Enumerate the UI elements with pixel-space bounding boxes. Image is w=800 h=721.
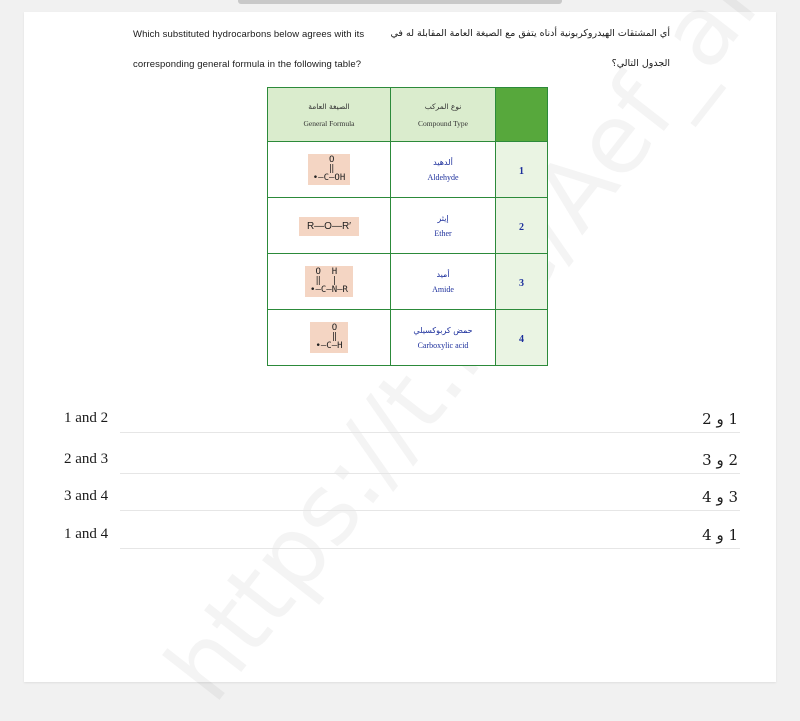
option-en: 1 and 2	[64, 410, 109, 426]
question-en-line1: Which substituted hydrocarbons below agrees with its	[133, 29, 365, 40]
header-number	[496, 88, 548, 142]
table-row	[268, 198, 548, 254]
header-type-en: Compound Type	[418, 118, 468, 128]
question-ar-line1: أي المشتقات الهيدروكربونية أدناه يتفق مع الصيغة العامة المقابلة له في	[390, 28, 670, 39]
type-cell	[391, 254, 496, 310]
option-divider	[120, 432, 740, 433]
type-cell	[391, 142, 496, 198]
question-en-line2: corresponding general formula in the following table?	[133, 59, 362, 70]
header-formula-ar: الصيغة العامة	[308, 101, 350, 111]
option-ar: 1 و 2	[702, 410, 738, 428]
option-en: 2 and 3	[64, 451, 109, 467]
number-cell	[496, 310, 548, 366]
type-ar: حمض كربوكسيلي	[413, 325, 473, 335]
formula-aldehyde: O ‖ •—C—OH	[308, 154, 351, 185]
type-ar: إيثر	[437, 213, 449, 223]
header-formula	[268, 88, 391, 142]
formula-cell	[268, 254, 391, 310]
answer-option-3[interactable]	[24, 486, 776, 524]
type-ar: أميد	[436, 269, 450, 279]
type-cell	[391, 198, 496, 254]
formula-amide: O H ‖ | •—C—N—R	[305, 266, 353, 297]
number-cell	[496, 254, 548, 310]
number-cell	[496, 142, 548, 198]
table-row	[268, 142, 548, 198]
formula-cell	[268, 198, 391, 254]
option-divider	[120, 473, 740, 474]
row-number: 4	[519, 333, 524, 345]
answer-option-4[interactable]	[24, 524, 776, 562]
formula-ether: R—O—R′	[299, 217, 359, 236]
row-number: 3	[519, 277, 524, 289]
answer-option-1[interactable]	[24, 408, 776, 446]
type-cell	[391, 310, 496, 366]
formula-cell	[268, 310, 391, 366]
option-en: 3 and 4	[64, 488, 109, 504]
header-type	[391, 88, 496, 142]
answer-option-2[interactable]	[24, 449, 776, 487]
compound-table	[267, 87, 548, 366]
option-divider	[120, 510, 740, 511]
question-ar-line2: الجدول التالي؟	[611, 58, 670, 69]
table-row	[268, 254, 548, 310]
formula-carboxylic: O ‖ •—C—H	[310, 322, 347, 353]
option-ar: 2 و 3	[702, 451, 738, 469]
header-type-ar: نوع المركب	[424, 101, 462, 111]
row-number: 2	[519, 221, 524, 233]
top-scroll-tab	[238, 0, 562, 4]
type-en: Ether	[434, 228, 452, 238]
option-ar: 3 و 4	[702, 488, 738, 506]
document-page	[24, 12, 776, 682]
type-en: Aldehyde	[427, 172, 459, 182]
row-number: 1	[519, 165, 524, 177]
table-header-row	[268, 88, 548, 142]
type-en: Amide	[432, 284, 454, 294]
table-row	[268, 310, 548, 366]
number-cell	[496, 198, 548, 254]
header-formula-en: General Formula	[303, 118, 355, 128]
option-ar: 1 و 4	[702, 526, 738, 544]
formula-cell	[268, 142, 391, 198]
option-divider	[120, 548, 740, 549]
option-en: 1 and 4	[64, 526, 109, 542]
type-ar: ألدهيد	[433, 157, 453, 167]
type-en: Carboxylic acid	[417, 340, 469, 350]
